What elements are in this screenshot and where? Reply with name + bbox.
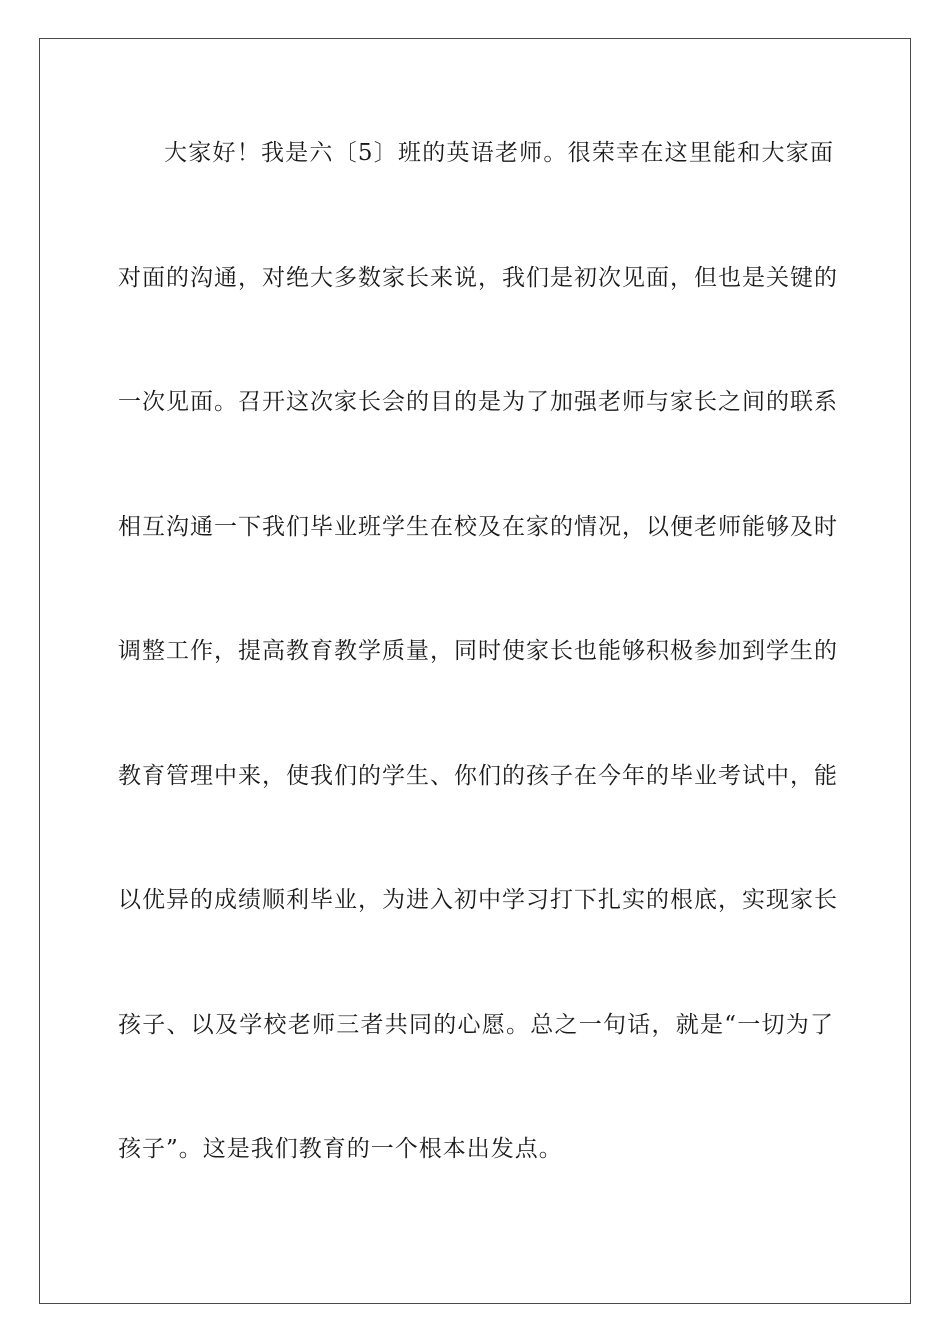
paragraph-line: 调整工作，提高教育教学质量，同时使家长也能够积极参加到学生的 [118, 638, 838, 664]
paragraph-line: 孩子、以及学校老师三者共同的心愿。总之一句话，就是“一切为了 [118, 1011, 834, 1038]
body-paragraph [118, 122, 838, 1243]
paragraph-line: 一次见面。召开这次家长会的目的是为了加强老师与家长之间的联系 [118, 389, 838, 415]
paragraph-line: 孩子”。这是我们教育的一个根本出发点。 [118, 1136, 563, 1162]
paragraph-line: 大家好！我是六〔5〕班的英语老师。很荣幸在这里能和大家面 [164, 140, 834, 166]
paragraph-line: 相互沟通一下我们毕业班学生在校及在家的情况，以便老师能够及时 [118, 513, 838, 540]
paragraph-line: 教育管理中来，使我们的学生、你们的孩子在今年的毕业考试中，能 [118, 762, 838, 789]
paragraph-line: 以优异的成绩顺利毕业，为进入初中学习打下扎实的根底，实现家长 [118, 887, 838, 913]
paragraph-line: 对面的沟通，对绝大多数家长来说，我们是初次见面，但也是关键的 [118, 264, 838, 291]
